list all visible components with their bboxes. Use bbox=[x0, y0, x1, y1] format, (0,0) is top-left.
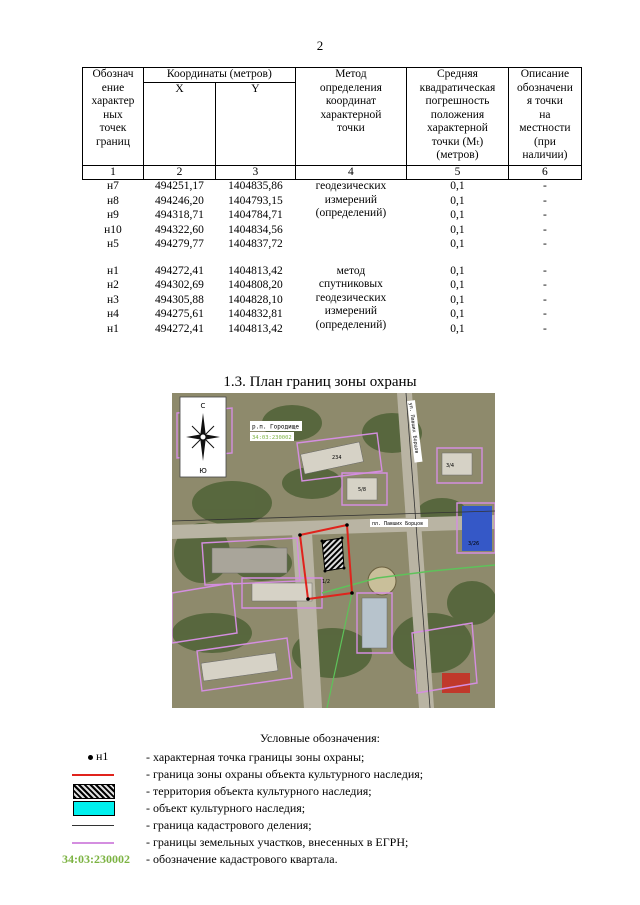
dark-line-icon bbox=[72, 825, 114, 826]
svg-text:3/26: 3/26 bbox=[468, 541, 480, 547]
compass bbox=[180, 397, 226, 477]
table-row: н9 494318,71 1404784,71 0,1 - bbox=[107, 209, 547, 221]
coordinates-table bbox=[82, 67, 582, 337]
legend-item-quarter: 34:03:230002 - обозначение кадастрового квартала. bbox=[62, 852, 338, 866]
table-row: н7 494251,17 1404835,86 геодезических измерений (определений) 0,1 - bbox=[83, 180, 582, 195]
legend-item-cadastral-division: - граница кадастрового деления; bbox=[0, 817, 640, 833]
table-row: н2 494302,69 1404808,20 0,1 - bbox=[107, 279, 547, 291]
header-description: Описание обозначени я точки на местности (при наличии) bbox=[508, 68, 581, 166]
header-y: Y bbox=[216, 82, 296, 165]
table-row: н1 494272,41 1404813,42 0,1 - bbox=[107, 322, 547, 335]
legend-item-egrn-parcels: - границы земельных участков, внесенных в ЕГРН; bbox=[0, 834, 640, 850]
legend-item-heritage-territory: - территория объекта культурного наследия; bbox=[0, 783, 640, 799]
cyan-swatch-icon bbox=[73, 801, 115, 816]
header-method: Метод определения координат характерной точки bbox=[295, 68, 406, 166]
header-x: X bbox=[143, 82, 215, 165]
point-dot-icon bbox=[88, 755, 93, 760]
page-number: 2 bbox=[316, 38, 324, 53]
svg-text:234: 234 bbox=[332, 455, 342, 461]
street-label-1: пл. Павших Борцов bbox=[372, 521, 424, 527]
section-title: 1.3. План границ зоны охраны bbox=[223, 374, 417, 390]
red-roof-building bbox=[442, 673, 470, 693]
quarter-code: 34:03:230002 bbox=[62, 852, 130, 866]
method-cell: геодезических измерений (определений) bbox=[315, 180, 387, 219]
svg-text:1/2: 1/2 bbox=[322, 579, 331, 585]
red-line-icon bbox=[72, 774, 114, 776]
legend-item-point: н1 - характерная точка границы зоны охраны; bbox=[0, 749, 640, 765]
table-row: н5 494279,77 1404837,72 0,1 - bbox=[107, 238, 547, 250]
legend-item-zone-boundary: - граница зоны охраны объекта культурного наследия; bbox=[0, 766, 640, 782]
legend-title: Условные обозначения: bbox=[259, 731, 381, 745]
header-point: Обознач ение характер ных точек границ bbox=[83, 68, 144, 166]
svg-text:3/4: 3/4 bbox=[446, 463, 455, 469]
compass-south: Ю bbox=[199, 467, 207, 475]
table-row: н8 494246,20 1404793,15 0,1 - bbox=[107, 194, 547, 207]
method-cell: метод спутниковых геодезических измерений (определений) bbox=[315, 264, 387, 331]
quarter-label: 34:03:230002 bbox=[252, 435, 292, 441]
table-row: н4 494275,61 1404832,81 0,1 - bbox=[107, 308, 547, 320]
table-row: н3 494305,88 1404828,10 0,1 - bbox=[107, 293, 547, 306]
header-error: Средняя квадратическая погрешность положения характерной точки (Mₜ) (метров) bbox=[407, 68, 509, 166]
church-dome bbox=[368, 567, 396, 595]
street-label-2: ул. Павших Борцов bbox=[407, 402, 420, 454]
satellite-map bbox=[172, 393, 495, 708]
river-label: р.п. Городище bbox=[252, 423, 299, 431]
heritage-territory bbox=[322, 538, 344, 571]
header-coords: Координаты (метров) bbox=[143, 68, 295, 83]
legend-item-heritage-object: - объект культурного наследия; bbox=[0, 800, 640, 816]
table-row: н10 494322,60 1404834,56 0,1 - bbox=[104, 223, 547, 236]
table-row: н1 494272,41 1404813,42 метод спутниковых геодезических измерений (определений) 0,1 - bbox=[83, 265, 582, 280]
pink-line-icon bbox=[72, 842, 114, 844]
hatch-swatch-icon bbox=[73, 784, 115, 799]
svg-text:5/8: 5/8 bbox=[358, 487, 367, 493]
compass-north: С bbox=[200, 402, 206, 410]
boundary-plan-map bbox=[172, 393, 495, 708]
column-numbers-row: 1 2 3 4 5 6 bbox=[83, 165, 582, 180]
